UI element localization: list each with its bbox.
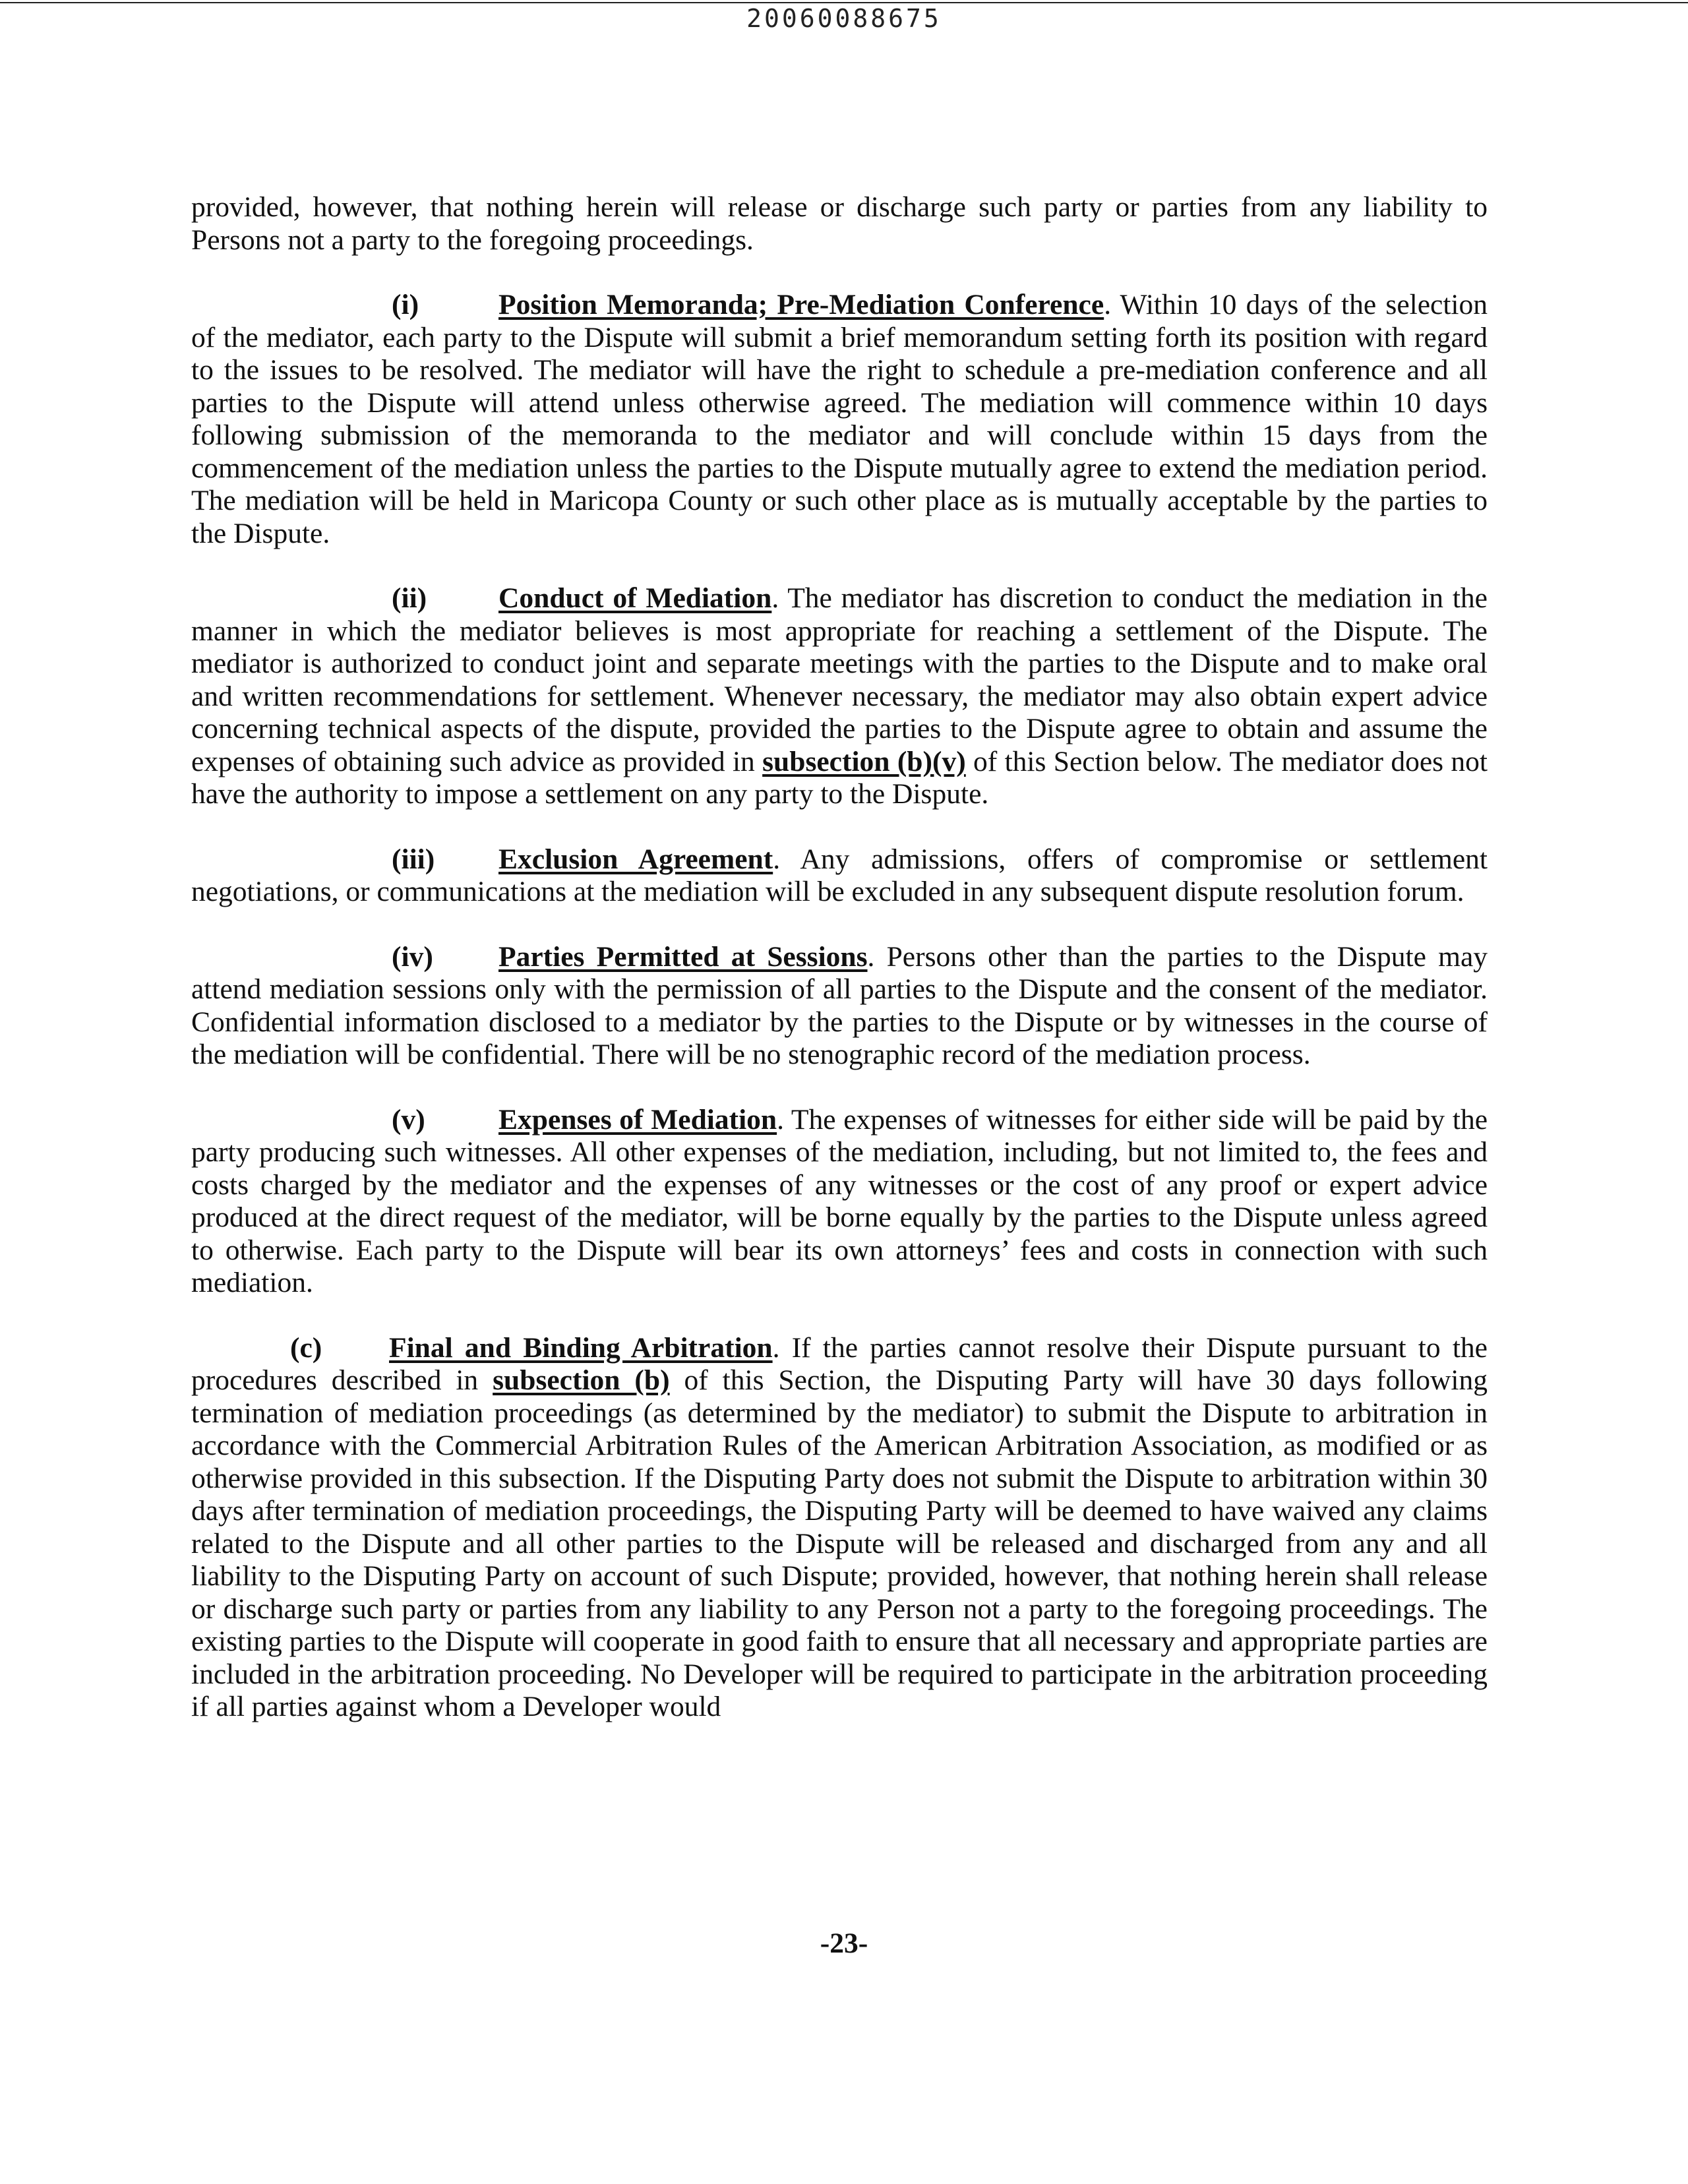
paragraph-continuation — [191, 191, 1488, 257]
paragraph-text: . Within 10 days of the selection of the mediator, each party to the Dispute will submit a brief memorandum setting forth its position with regard to the issues to be resolved. The mediator will have the right to schedule a pre-mediation conference and all parties to the Dispute will attend unless otherwise agreed. The mediation will commence within 10 days following submission of the memoranda to the mediator and will conclude within 15 days from the commencement of the mediation unless the parties to the Dispute mutually agree to extend the mediation period. The mediation will be held in Maricopa County or such other place as is mutually acceptable by the parties to the Dispute. — [191, 289, 1488, 549]
section-number: (v) — [392, 1103, 425, 1136]
cross-reference: subsection (b) — [493, 1364, 670, 1396]
paragraph-final-binding-arbitration — [191, 1332, 1488, 1724]
page-number: -23- — [820, 1927, 868, 1959]
paragraph-parties-permitted — [191, 941, 1488, 1072]
section-number: (iii) — [392, 843, 435, 875]
top-rule — [0, 2, 1688, 3]
paragraph-text: . Persons other than the parties to the Dispute may attend mediation sessions only with the permission of all parties to the Dispute and the consent of the mediator. Confidential information disclosed to a mediator by the parties to the Dispute or by witnesses in the course of the mediation will be confidential. There will be no stenographic record of the mediation process. — [191, 940, 1488, 1070]
paragraph-text: . If the parties cannot resolve their Dispute pursuant to the procedures described in — [191, 1331, 1488, 1396]
section-heading: Position Memoranda; Pre-Mediation Conference — [498, 289, 1104, 320]
document-number-text: 20060088675 — [735, 4, 953, 33]
paragraph-text: . Any admissions, offers of compromise or settlement negotiations, or communications at the mediation will be excluded in any subsequent dispute resolution forum. — [191, 843, 1488, 907]
section-heading: Conduct of Mediation — [498, 582, 772, 614]
paragraph-position-memoranda — [191, 289, 1488, 550]
section-heading: Parties Permitted at Sessions — [498, 940, 868, 973]
section-heading: Expenses of Mediation — [498, 1103, 777, 1136]
paragraph-exclusion-agreement — [191, 843, 1488, 909]
cross-reference: subsection (b)(v) — [762, 745, 966, 777]
paragraph-text: . The expenses of witnesses for either side will be paid by the party producing such witnesses. All other expenses of the mediation, including, but not limited to, the fees and costs charged by the mediator and the expenses of any witnesses or the cost of any proof or expert advice produced at the direct request of the mediator, will be borne equally by the parties to the Dispute unless agreed to otherwise. Each party to the Dispute will bear its own attorneys’ fees and costs in connection with such mediation. — [191, 1103, 1488, 1298]
section-number: (iv) — [392, 940, 433, 973]
section-heading: Final and Binding Arbitration — [389, 1331, 773, 1364]
paragraph-text: of this Section below. The mediator does not have the authority to impose a settlement on any party to the Dispute. — [191, 745, 1488, 810]
section-number: (i) — [392, 289, 419, 320]
paragraph-conduct-of-mediation — [191, 582, 1488, 811]
paragraph-text: provided, however, that nothing herein will release or discharge such party or parties from any liability to Persons not a party to the foregoing proceedings. — [191, 191, 1488, 256]
section-number: (c) — [290, 1331, 322, 1364]
section-number: (ii) — [392, 582, 427, 614]
paragraph-text: . The mediator has discretion to conduct the mediation in the manner in which the mediator believes is most appropriate for reaching a settlement of the Dispute. The mediator is authorized to conduct joint and separate meetings with the parties to the Dispute and to make oral and written recommendations for settlement. Whenever necessary, the mediator may also obtain expert advice concerning technical aspects of the dispute, provided the parties to the Dispute agree to obtain and assume the expenses of obtaining such advice as provided in — [191, 582, 1488, 777]
document-body — [191, 191, 1488, 1756]
paragraph-expenses-of-mediation — [191, 1104, 1488, 1300]
paragraph-text: of this Section, the Disputing Party will have 30 days following termination of mediation proceedings (as determined by the mediator) to submit the Dispute to arbitration in accordance with the Commercial Arbitration Rules of the American Arbitration Association, as modified or as otherwise provided in this subsection. If the Disputing Party does not submit the Dispute to arbitration within 30 days after termination of mediation proceedings, the Disputing Party will be deemed to have waived any claims related to the Dispute and all other parties to the Dispute will be released and discharged from any and all liability to the Disputing Party on account of such Dispute; provided, however, that nothing herein shall release or discharge such party or parties from any liability to any Person not a party to the foregoing proceedings. The existing parties to the Dispute will cooperate in good faith to ensure that all necessary and appropriate parties are included in the arbitration proceeding. No Developer will be required to participate in the arbitration proceeding if all parties against whom a Developer would — [191, 1364, 1488, 1722]
section-heading: Exclusion Agreement — [498, 843, 773, 875]
document-number — [0, 4, 1688, 33]
